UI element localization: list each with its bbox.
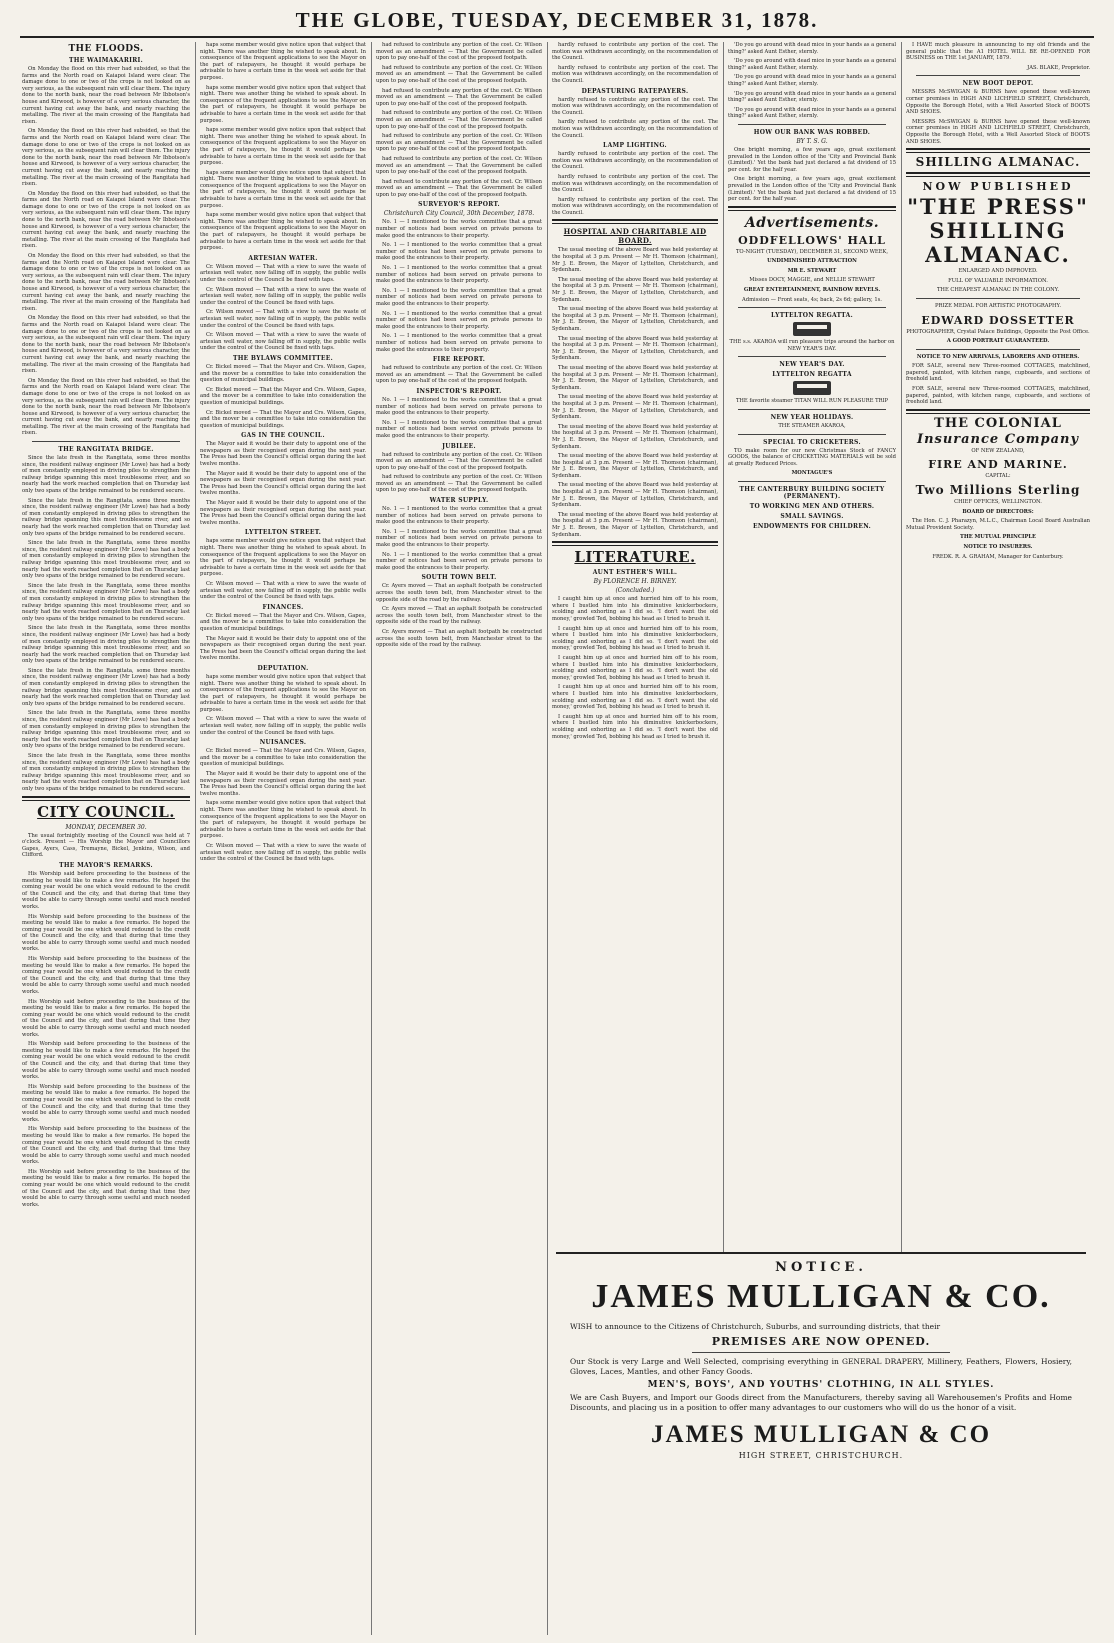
article-text: The Mayor said it would be their duty to appoint one of the newspapers as their recognised organ during the next year. The Press had been the Council's official organ during the last twelve months. [200,500,366,526]
article-text: Cr. Wilson moved — That with a view to save the waste of artesian well water, now falling off in supply, the public wells under the control of the Council be fixed with taps. [200,286,366,306]
article-text: No. 1 — I mentioned to the works committee that a great number of notices had been served on private persons to make good the entrances to their property. [376,528,542,549]
jubilee-heading: JUBILEE. [442,442,476,450]
article-text: Cr. Bickel moved — That the Mayor and Crs. Wilson, Gapes, and the mover be a committee to take into consideration the question of municipal buildings. [200,612,366,632]
chairman: The Hon. C. J. Pharazyn, M.L.C., Chairman Local Board Australian Mutual Provident Society. [906,518,1090,531]
titan-ad: THE favorite steamer TITAN WILL RUN PLEASURE TRIP [735,398,889,405]
now-published: NOW PUBLISHED [922,180,1074,194]
article-text: Cr. Bickel moved — That the Mayor and Crs. Wilson, Gapes, and the mover be a committee to take into consideration the question of municipal buildings. [200,363,366,384]
building-society-heading: THE CANTERBURY BUILDING SOCIETY (PERMANENT). [739,486,885,500]
deputation-heading: DEPUTATION. [257,664,309,672]
article-text: I caught him up at once and hurried him off to his room, where I bustled him into his diminutive knickerbockers, scolding and exhorting as I did so. 'I don't want the old money,' growled Ted, bobbing his head as I tried to brush it. [552,654,718,681]
article-text: had refused to contribute any portion of the cost. Cr. Wilson moved as an amendment — That the Government be called upon to pay one-half of the cost of the proposed footpath. [376,451,542,471]
article-text: haps some member would give notice upon that subject that night. There was another thing he wished to speak about. In consequence of the frequent applications to see the Mayor on the part of ratepayers, he thought it would perhaps be advisable to have a certain time in the week set aside for that purpose. [200,84,366,124]
article-text: On Monday the flood on this river had subsided, so that the farms and the North road on Kaiapoi Island were clear. The damage done to one or two of the crops is not looked on as very serious, as the subsequent rain will clear them. The injury done to the north bank, near the road between Mr Ibbotson's house and Kirwood, is however of a very serious character, the current having cut away the bank, and nearly reaching the metalling. The river at the main crossing of the Rangitata had risen. [22,253,190,312]
footer-firm: JAMES MULLIGAN & CO [650,1421,992,1448]
article-text: One bright morning, a few years ago, great excitement prevailed in the London office of the 'City and Provincial Bank (Limited).' Yet the bank had just declared a fat dividend of 15 per cent. for the half year. [728,146,896,173]
divider [552,219,718,224]
photographer: PHOTOGRAPHER, Crystal Palace Buildings, Opposite the Post Office. [906,328,1090,335]
column-6 [906,42,1090,1248]
article-text: Cr. Bickel moved — That the Mayor and Crs. Wilson, Gapes, and the mover be a committee to take into consideration the question of municipal buildings. [200,409,366,429]
cricketers-heading: SPECIAL TO CRICKETERS. [763,438,861,446]
cottages-ad: FOR SALE, several new Three-roomed COTTAGES, matchlined, papered, painted, with kitchen range, cupboards, and sections of freehold land. [906,363,1090,383]
story-title: AUNT ESTHER'S WILL. [592,569,678,577]
article-text: 'Do you go around with dead mice in your hands as a general thing?' asked Aunt Esther, sternly. [728,42,896,55]
article-text: 'Do you go around with dead mice in your hands as a general thing?' asked Aunt Esther, sternly. [728,58,896,71]
article-text: His Worship said before proceeding to the business of the meeting he would like to make a few remarks. He hoped the coming year would be one which would redound to the credit of the Council and the city, and that during that time they would be able to carry through some useful and much needed works. [22,1126,190,1166]
article-text: His Worship said before proceeding to the business of the meeting he would like to make a few remarks. He hoped the coming year would be one which would redound to the credit of the Council and the city, and that during that time they would be able to carry through some useful and much needed works. [22,870,190,910]
new-zealand: OF NEW ZEALAND, [971,447,1025,454]
article-text: Since the late fresh in the Rangitata, some three months since, the resident railway engineer (Mr Lowe) has had a body of men constantly employed in driving piles to strengthen the railway bridge spanning this most troublesome river, and so nearly had the work reached completion that on Thursday last only two spans of the bridge remained to be rendered secure. [22,753,190,792]
mulligan-notice [552,1252,1090,1635]
endowments-heading: ENDOWMENTS FOR CHILDREN. [753,523,871,530]
article-text: On Monday the flood on this river had subsided, so that the farms and the North road on Kaiapoi Island were clear. The damage done to one or two of the crops is not looked on as very serious, as the subsequent rain will clear them. The injury done to the north bank, near the road between Mr Ibbotson's house and Kirwood, is however of a very serious character, the current having cut away the bank, and nearly reaching the metalling. The river at the main crossing of the Rangitata had risen. [22,377,190,437]
fire-report-heading: FIRE REPORT. [432,356,486,364]
article-text: Cr. Wilson moved — That with a view to save the waste of artesian well water, now falling off in supply, the public wells under the control of the Council be fixed with taps. [200,580,366,601]
floods-heading: THE FLOODS. [68,44,144,54]
waimakariri-heading: THE WAIMAKARIRI. [68,57,143,64]
article-text: had refused to contribute any portion of the cost. Cr. Wilson moved as an amendment — That the Government be called upon to pay one-half of the cost of the proposed footpath. [376,42,542,62]
article-text: 'Do you go around with dead mice in your hands as a general thing?' asked Aunt Esther, sternly. [728,90,896,104]
column-rule [371,42,372,1635]
divider [916,298,1080,299]
article-text: No. 1 — I mentioned to the works committee that a great number of notices had been served on private persons to make good the entrances to their property. [376,551,542,571]
column-rule [723,42,724,1253]
akaroa-ad: THE s.s. AKAROA will run pleasure trips around the harbor on NEW YEAR'S DAY. [729,339,895,352]
shilling-title: SHILLING [929,218,1067,244]
article-text: No. 1 — I mentioned to the works committee that a great number of notices had been served on private persons to make good the entrances to their property. [376,265,542,285]
article-text: haps some member would give notice upon that subject that night. There was another thing he wished to speak about. In consequence of the frequent applications to see the Mayor on the part of ratepayers, he thought it would perhaps be advisable to have a certain time in the week set aside for that purpose. [200,42,366,81]
notice-stock: Our Stock is very Large and Well Selected, comprising everything in GENERAL DRAPERY, Millinery, Feathers, Flowers, Hosiery, Gloves, Laces, Mantles, and other Fancy Goods. [570,1357,1072,1376]
article-text: I caught him up at once and hurried him off to his room, where I bustled him into his diminutive knickerbockers, scolding and exhorting as I did so. 'I don't want the old money,' growled Ted, bobbing his head as I tried to brush it. [552,684,718,711]
the-press-title: "THE PRESS" [907,194,1089,220]
article-text: The usual meeting of the above Board was held yesterday at the hospital at 3 p.m. Present — Mr H. Thomson (chairman), Mr J. E. Brown, the Mayor of Lyttelton, Christchurch, and Sydenham. [552,511,718,538]
article-text: had refused to contribute any portion of the cost. Cr. Wilson moved as an amendment — That the Government be called upon to pay one-half of the cost of the proposed footpath. [376,64,542,84]
artesian-heading: ARTESIAN WATER. [248,254,318,262]
article-text: Cr. Ayers moved — That an asphalt footpath be constructed across the south town belt, from Manchester street to the opposite side of the road by the railway. [376,583,542,603]
article-text: had refused to contribute any portion of the cost. Cr. Wilson moved as an amendment — That the Government be called upon to pay one-half of the cost of the proposed footpath. [376,474,542,494]
article-text: His Worship said before proceeding to the business of the meeting he would like to make a few remarks. He hoped the coming year would be one which would redound to the credit of the Council and the city, and that during that time they would be able to carry through some useful and much needed works. [22,1168,190,1208]
article-text: Since the late fresh in the Rangitata, some three months since, the resident railway engineer (Mr Lowe) has had a body of men constantly employed in driving piles to strengthen the railway bridge spanning this most troublesome river, and so nearly had the work reached completion that on Thursday last only two spans of the bridge remained to be rendered secure. [22,497,190,537]
article-text: Cr. Wilson moved — That with a view to save the waste of artesian well water, now falling off in supply, the public wells under the control of the Council be fixed with taps. [200,263,366,283]
article-text: hardly refused to contribute any portion of the cost. The motion was withdrawn accordingly, on the recommendation of the Council. [552,151,718,171]
surveyor-heading: SURVEYOR'S REPORT. [418,201,500,209]
article-text: No. 1 — I mentioned to the works committee that a great number of notices had been served on private persons to make good the entrances to their property. [376,396,542,417]
article-text: No. 1 — I mentioned to the works committee that a great number of notices had been served on private persons to make good the entrances to their property. [376,333,542,353]
article-text: The Mayor said it would be their duty to appoint one of the newspapers as their recognised organ during the next year. The Press had been the Council's official organ during the last twelve months. [200,635,366,662]
article-text: hardly refused to contribute any portion of the cost. The motion was withdrawn accordingly, on the recommendation of the Council. [552,196,718,216]
article-text: 'Do you go around with dead mice in your hands as a general thing?' asked Aunt Esther, sternly. [728,74,896,87]
new-year-holidays-heading: NEW YEAR HOLIDAYS. [770,414,854,422]
cottages-ad: FOR SALE, several new Three-roomed COTTAGES, matchlined, papered, painted, with kitchen range, cupboards, and sections of freehold land. [906,386,1090,406]
notice-rule [556,1252,1086,1254]
capital-amount: Two Millions Sterling [915,483,1081,498]
column-2 [200,42,366,1635]
mayors-remarks-heading: THE MAYOR'S REMARKS. [59,861,153,869]
notice-cash: We are Cash Buyers, and Import our Goods direct from the Manufacturers, thereby saving all Warehousemen's Profits and Home Discounts, and placing us in a position to offer many advantages to our customers who will do us the honor of a visit. [570,1393,1072,1412]
article-text: Cr. Wilson moved — That with a view to save the waste of artesian well water, now falling off in supply, the public wells under the control of the Council be fixed with taps. [200,309,366,329]
article-text: had refused to contribute any portion of the cost. Cr. Wilson moved as an amendment — That the Government be called upon to pay one-half of the cost of the proposed footpath. [376,133,542,153]
article-text: His Worship said before proceeding to the business of the meeting he would like to make a few remarks. He hoped the coming year would be one which would redound to the credit of the Council and the city, and that during that time they would be able to carry through some useful and much needed works. [22,956,190,996]
good-portrait: A GOOD PORTRAIT GUARANTEED. [946,338,1050,345]
bank-robbed-heading: HOW OUR BANK WAS ROBBED. [753,128,871,136]
article-text: The usual meeting of the above Board was held yesterday at the hospital at 3 p.m. Present — Mr H. Thomson (chairman), Mr J. E. Brown, the Mayor of Lyttelton, Christchurch, and Sydenham. [552,276,718,303]
divider [906,148,1090,153]
article-text: On Monday the flood on this river had subsided, so that the farms and the North road on Kaiapoi Island were clear. The damage done to one or two of the crops is not looked on as very serious, as the subsequent rain will clear them. The injury done to the north bank, near the road between Mr Ibbotson's house and Kirwood, is however of a very serious character, the current having cut away the bank, and nearly reaching the metalling. The river at the main crossing of the Rangitata had risen. [22,315,190,375]
prize-medal: PRIZE MEDAL FOR ARTISTIC PHOTOGRAPHY. [935,302,1061,309]
enlarged: ENLARGED AND IMPROVED. [958,268,1038,275]
dossetter-name: EDWARD DOSSETTER [921,313,1075,327]
article-text: Cr. Wilson moved — That with a view to save the waste of artesian well water, now falling off in supply, the public wells under the control of the Council be fixed with taps. [200,842,366,863]
divider [32,441,180,442]
article-text: haps some member would give notice upon that subject that night. There was another thing he wished to speak about. In consequence of the frequent applications to see the Mayor on the part of ratepayers, he thought it would perhaps be advisable to have a certain time in the week set aside for that purpose. [200,212,366,252]
finances-heading: FINANCES. [262,603,304,611]
article-text: Since the late fresh in the Rangitata, some three months since, the resident railway engineer (Mr Lowe) has had a body of men constantly employed in driving piles to strengthen the railway bridge spanning this most troublesome river, and so nearly had the work reached completion that on Thursday last only two spans of the bridge remained to be rendered secure. [22,710,190,750]
steamer-icon [793,322,831,336]
article-text: The usual meeting of the above Board was held yesterday at the hospital at 3 p.m. Present — Mr H. Thomson (chairman), Mr J. E. Brown, the Mayor of Lyttelton, Christchurch, and Sydenham. [552,482,718,509]
premises-opened: PREMISES ARE NOW OPENED. [711,1335,931,1348]
oddfellows-hall: ODDFELLOWS' HALL [738,233,886,247]
gas-heading: GAS IN THE COUNCIL. [241,432,325,440]
article-text: Since the late fresh in the Rangitata, some three months since, the resident railway engineer (Mr Lowe) has had a body of men constantly employed in driving piles to strengthen the railway bridge spanning this most troublesome river, and so nearly had the work reached completion that on Thursday last only two spans of the bridge remained to be rendered secure. [22,540,190,580]
water-supply-heading: WATER SUPPLY. [429,497,489,505]
article-text: Since the late fresh in the Rangitata, some three months since, the resident railway engineer (Mr Lowe) has had a body of men constantly employed in driving piles to strengthen the railway bridge spanning this most troublesome river, and so nearly had the work reached completion that on Thursday last only two spans of the bridge remained to be rendered secure. [22,667,190,707]
admission-prices: Admission — Front seats, 4s; back, 2s 6d; gallery, 1s. [742,296,882,303]
notice-labourers: NOTICE TO NEW ARRIVALS, LABORERS AND OTHERS. [916,353,1080,360]
article-text: No. 1 — I mentioned to the works committee that a great number of notices had been served on private persons to make good the entrances to their property. [376,419,542,439]
oddfellows-date: TO-NIGHT (TUESDAY), DECEMBER 31, SECOND WEEK, [735,248,889,255]
cheapest: THE CHEAPEST ALMANAC IN THE COLONY. [936,287,1060,294]
divider [738,356,886,357]
hospital-heading: HOSPITAL AND CHARITABLE AID BOARD. [563,227,707,246]
divider [692,1352,950,1353]
article-text: I caught him up at once and hurried him off to his room, where I bustled him into his diminutive knickerbockers, scolding and exhorting as I did so. 'I don't want the old money,' growled Ted, bobbing his head as I tried to brush it. [552,596,718,622]
nuisances-heading: NUISANCES. [259,739,307,747]
article-text: Cr. Bickel moved — That the Mayor and Crs. Wilson, Gapes, and the mover be a committee to take into consideration the question of municipal buildings. [200,748,366,768]
article-text: One bright morning, a few years ago, great excitement prevailed in the London office of the 'City and Provincial Bank (Limited).' Yet the bank had just declared a fat dividend of 15 per cent. for the half year. [728,176,896,203]
advertisements-heading: Advertisements. [744,214,880,231]
divider [728,206,896,211]
stewart: MR E. STEWART [787,267,837,274]
article-text: haps some member would give notice upon that subject that night. There was another thing he wished to speak about. In consequence of the frequent applications to see the Mayor on the part of ratepayers, he thought it would perhaps be advisable to have a certain time in the week set aside for that purpose. [200,169,366,209]
article-text: Cr. Ayers moved — That an asphalt footpath be constructed across the south town belt, from Manchester street to the opposite side of the road by the railway. [376,606,542,626]
hotel-proprietor: JAS. BLAKE, Proprietor. [1027,64,1090,71]
article-text: Cr. Wilson moved — That with a view to save the waste of artesian well water, now falling off in supply, the public wells under the control of the Council be fixed with taps. [200,332,366,352]
new-years-day-heading: NEW YEAR'S DAY. [779,361,845,369]
divider [916,75,1080,76]
article-text: The Mayor said it would be their duty to appoint one of the newspapers as their recognised organ during the next year. The Press had been the Council's official organ during the last twelve months. [200,470,366,497]
divider [738,409,886,410]
rangitata-heading: THE RANGITATA BRIDGE. [58,446,154,454]
article-text: Cr. Ayers moved — That an asphalt footpath be constructed across the south town belt, from Manchester street to the opposite side of the road by the railway. [376,628,542,649]
article-text: Cr. Wilson moved — That with a view to save the waste of artesian well water, now falling off in supply, the public wells under the control of the Council be fixed with taps. [200,716,366,736]
article-text: The usual meeting of the above Board was held yesterday at the hospital at 3 p.m. Present — Mr H. Thomson (chairman), Mr J. E. Brown, the Mayor of Lyttelton, Christchurch, and Sydenham. [552,453,718,479]
story-concluded: (Concluded.) [615,587,655,595]
akaroa-ad-2: THE STEAMER AKAROA, [778,423,846,430]
article-text: No. 1 — I mentioned to the works committee that a great number of notices had been served on private persons to make good the entrances to their property. [376,242,542,262]
mutual-principle: THE MUTUAL PRINCIPLE [960,534,1036,541]
divider [738,307,886,308]
lamp-lighting-heading: LAMP LIGHTING. [603,142,667,150]
depasturing-heading: DEPASTURING RATEPAYERS. [581,87,689,95]
article-text: had refused to contribute any portion of the cost. Cr. Wilson moved as an amendment — That the Government be called upon to pay one-half of the cost of the proposed footpath. [376,110,542,130]
cricket-ad: TO make room for our new Christmas Stock of FANCY GOODS, the balance of CRICKETING MATERIALS will be sold at greatly Reduced Prices. [728,447,896,467]
article-text: hardly refused to contribute any portion of the cost. The motion was withdrawn accordingly, on the recommendation of the Council. [552,96,718,116]
boot-depot-heading: NEW BOOT DEPOT. [962,80,1034,88]
column-5 [728,42,896,1248]
article-text: Since the late fresh in the Rangitata, some three months since, the resident railway engineer (Mr Lowe) has had a body of men constantly employed in driving piles to strengthen the railway bridge spanning this most troublesome river, and so nearly had the work reached completion that on Thursday last only two spans of the bridge remained to be rendered secure. [22,455,190,495]
article-text: The usual meeting of the above Board was held yesterday at the hospital at 3 p.m. Present — Mr H. Thomson (chairman), Mr J. E. Brown, the Mayor of Lyttelton, Christchurch, and Sydenham. [552,247,718,274]
article-text: had refused to contribute any portion of the cost. Cr. Wilson moved as an amendment — That the Government be called upon to pay one-half of the cost of the proposed footpath. [376,155,542,176]
article-text: No. 1 — I mentioned to the works committee that a great number of notices had been served on private persons to make good the entrances to their property. [376,287,542,307]
masthead-rule [20,36,1094,38]
full-info: FULL OF VALUABLE INFORMATION. [948,277,1048,284]
article-text: Since the late fresh in the Rangitata, some three months since, the resident railway engineer (Mr Lowe) has had a body of men constantly employed in driving piles to strengthen the railway bridge spanning this most troublesome river, and so nearly had the work reached completion that on Thursday last only two spans of the bridge remained to be rendered secure. [22,625,190,665]
article-text: On Monday the flood on this river had subsided, so that the farms and the North road on Kaiapoi Island were clear. The damage done to one or two of the crops is not looked on as very serious, as the subsequent rain will clear them. The injury done to the north bank, near the road between Mr Ibbotson's house and Kirwood, is however of a very serious character, the current having cut away the bank, and nearly reaching the metalling. The river at the main crossing of the Rangitata had risen. [22,66,190,125]
insurance-title: Insurance Company [916,431,1080,447]
column-rule [547,42,548,1635]
lyttelton-regatta-heading-2: LYTTELTON REGATTA [772,371,852,379]
column-1 [22,42,190,1635]
article-text: The usual meeting of the above Board was held yesterday at the hospital at 3 p.m. Present — Mr H. Thomson (chairman), Mr J. E. Brown, the Mayor of Lyttelton, Christchurch, and Sydenham. [552,394,718,421]
lyttelton-heading: LYTTELTON STREET. [244,529,322,537]
entertainment: GREAT ENTERTAINMENT, RAINBOW REVELS. [743,287,881,294]
city-council-heading: CITY COUNCIL. [37,802,175,821]
almanac-title: ALMANAC. [925,242,1071,268]
divider [906,409,1090,414]
directors: BOARD OF DIRECTORS: [962,508,1034,515]
hotel-ad: I HAVE much pleasure in announcing to my old friends and the general public that the A1 HOTEL WILL BE RE-OPENED FOR BUSINESS on THE 1st JANUARY, 1879. [906,42,1090,62]
divider [22,796,190,801]
article-text: No. 1 — I mentioned to the works committee that a great number of notices had been served on private persons to make good the entrances to their property. [376,310,542,330]
colonial-title: THE COLONIAL [934,415,1062,431]
divider [552,541,718,546]
literature-heading: LITERATURE. [574,548,696,567]
column-4 [552,42,718,1248]
article-text: The usual meeting of the above Board was held yesterday at the hospital at 3 p.m. Present — Mr H. Thomson (chairman), Mr J. E. Brown, the Mayor of Lyttelton, Christchurch, and Sydenham. [552,364,718,391]
bylaws-heading: THE BYLAWS COMMITTEE. [232,354,334,362]
notice-title: NOTICE. [775,1260,867,1275]
council-date: MONDAY, DECEMBER 30. [65,823,147,831]
divider [738,124,886,125]
divider [916,349,1080,350]
notice-wish: WISH to announce to the Citizens of Christchurch, Suburbs, and surrounding districts, that their [570,1322,941,1331]
article-text: had refused to contribute any portion of the cost. Cr. Wilson moved as an amendment — That the Government be called upon to pay one-half of the cost of the proposed footpath. [376,87,542,107]
notice-insurers: NOTICE TO INSURERS. [963,544,1033,550]
article-text: hardly refused to contribute any portion of the cost. The motion was withdrawn accordingly, on the recommendation of the Council. [552,173,718,194]
surveyor-subheading: Christchurch City Council, 30th December, 1878. [383,210,535,218]
article-text: I caught him up at once and hurried him off to his room, where I bustled him into his diminutive knickerbockers, scolding and exhorting as I did so. 'I don't want the old money,' growled Ted, bobbing his head as I tried to brush it. [552,625,718,652]
article-text: had refused to contribute any portion of the cost. Cr. Wilson moved as an amendment — That the Government be called upon to pay one-half of the cost of the proposed footpath. [376,365,542,385]
divider [906,172,1090,177]
firm-name: JAMES MULLIGAN & CO. [591,1278,1051,1315]
article-text: The usual meeting of the above Board was held yesterday at the hospital at 3 p.m. Present — Mr H. Thomson (chairman), Mr J. E. Brown, the Mayor of Lyttelton, Christchurch, and Sydenham. [552,335,718,362]
article-text: The usual meeting of the above Board was held yesterday at the hospital at 3 p.m. Present — Mr H. Thomson (chairman), Mr J. E. Brown, the Mayor of Lyttelton, Christchurch, and Sydenham. [552,306,718,332]
article-text: hardly refused to contribute any portion of the cost. The motion was withdrawn accordingly, on the recommendation of the Council. [552,119,718,139]
divider [738,434,886,435]
undiminished-attraction: UNDIMINISHED ATTRACTION [767,258,857,265]
article-text: Since the late fresh in the Rangitata, some three months since, the resident railway engineer (Mr Lowe) has had a body of men constantly employed in driving piles to strengthen the railway bridge spanning this most troublesome river, and so nearly had the work reached completion that on Thursday last only two spans of the bridge remained to be rendered secure. [22,582,190,622]
article-text: The usual fortnightly meeting of the Council was held at 7 o'clock. Present — His Worship the Mayor and Councillors Gapes, Ayers, Cass, Tremayne, Bickel, Jenkins, Wilson, and Clifford. [22,832,190,859]
capital-label: CAPITAL: [985,473,1011,480]
article-text: The usual meeting of the above Board was held yesterday at the hospital at 3 p.m. Present — Mr H. Thomson (chairman), Mr J. E. Brown, the Mayor of Lyttelton, Christchurch, and Sydenham. [552,423,718,450]
fire-marine: FIRE AND MARINE. [928,458,1068,472]
article-text: On Monday the flood on this river had subsided, so that the farms and the North road on Kaiapoi Island were clear. The damage done to one or two of the crops is not looked on as very serious, as the subsequent rain will clear them. The injury done to the north bank, near the road between Mr Ibbotson's house and Kirwood, is however of a very serious character, the current having cut away the bank, and nearly reaching the metalling. The river at the main crossing of the Rangitata had risen. [22,128,190,188]
article-text: hardly refused to contribute any portion of the cost. The motion was withdrawn accordingly, on the recommendation of the Council. [552,42,718,62]
working-men-heading: TO WORKING MEN AND OTHERS. [749,503,875,510]
article-text: No. 1 — I mentioned to the works committee that a great number of notices had been served on private persons to make good the entrances to their property. [376,506,542,526]
article-text: The Mayor said it would be their duty to appoint one of the newspapers as their recognised organ during the next year. The Press had been the Council's official organ during the last twelve months. [200,441,366,468]
article-text: had refused to contribute any portion of the cost. Cr. Wilson moved as an amendment — That the Government be called upon to pay one-half of the cost of the proposed footpath. [376,178,542,198]
article-text: haps some member would give notice upon that subject that night. There was another thing he wished to speak about. In consequence of the frequent applications to see the Mayor on the part of ratepayers, he thought it would perhaps be advisable to have a certain time in the week set aside for that purpose. [200,538,366,578]
article-text: His Worship said before proceeding to the business of the meeting he would like to make a few remarks. He hoped the coming year would be one which would redound to the credit of the Council and the city, and that during that time they would be able to carry through some useful and much needed works. [22,998,190,1038]
article-text: hardly refused to contribute any portion of the cost. The motion was withdrawn accordingly, on the recommendation of the Council. [552,64,718,84]
dock-sisters: Misses DOCY, MAGGIE, and NELLIE STEWART [749,277,875,284]
article-text: Cr. Bickel moved — That the Mayor and Crs. Wilson, Gapes, and the mover be a committee to take into consideration the question of municipal buildings. [200,386,366,406]
column-rule [901,42,902,1253]
article-text: The Mayor said it would be their duty to appoint one of the newspapers as their recognised organ during the next year. The Press had been the Council's official organ during the last twelve months. [200,771,366,797]
boot-depot-ad: MESSRS McSWIGAN & BURNS have opened these well-known corner premises in HIGH AND LICHFIELD STREET, Christchurch, Opposite the Borough Hotel, with a Well Assorted Stock of BOOTS AND SHOES. [906,89,1090,116]
article-text: I caught him up at once and hurried him off to his room, where I bustled him into his diminutive knickerbockers, scolding and exhorting as I did so. 'I don't want the old money,' growled Ted, bobbing his head as I tried to brush it. [552,713,718,740]
article-text: His Worship said before proceeding to the business of the meeting he would like to make a few remarks. He hoped the coming year would be one which would redound to the credit of the Council and the city, and that during that time they would be able to carry through some useful and much needed works. [22,1083,190,1123]
steamer-icon [793,381,831,395]
article-text: 'Do you go around with dead mice in your hands as a general thing?' asked Aunt Esther, sternly. [728,106,896,120]
article-text: No. 1 — I mentioned to the works committee that a great number of notices had been served on private persons to make good the entrances to their property. [376,219,542,239]
inspector-heading: INSPECTOR'S REPORT. [416,387,502,395]
story-author: By FLORENCE H. BIRNEY. [593,578,677,586]
chief-offices: CHIEF OFFICES, WELLINGTON. [954,499,1042,506]
boot-depot-ad: MESSRS McSWIGAN & BURNS have opened these well-known corner premises in HIGH AND LICHFIELD STREET, Christchurch, Opposite the Borough Hotel, with a Well Assorted Stock of BOOTS AND SHOES. [906,118,1090,145]
shilling-almanac-heading: SHILLING ALMANAC. [915,155,1081,170]
lyttelton-regatta-heading: LYTTELTON REGATTA. [771,312,853,320]
south-town-belt-heading: SOUTH TOWN BELT. [421,574,497,582]
article-text: His Worship said before proceeding to the business of the meeting he would like to make a few remarks. He hoped the coming year would be one which would redound to the credit of the Council and the city, and that during that time they would be able to carry through some useful and much needed works. [22,913,190,953]
column-3 [376,42,542,1635]
small-savings-heading: SMALL SAVINGS. [780,513,844,520]
masthead: THE GLOBE, TUESDAY, DECEMBER 31, 1878. [295,8,819,32]
article-text: haps some member would give notice upon that subject that night. There was another thing he wished to speak about. In consequence of the frequent applications to see the Mayor on the part of ratepayers, he thought it would perhaps be advisable to have a certain time in the week set aside for that purpose. [200,127,366,167]
montagues: MONTAGUE'S [791,470,833,477]
article-text: haps some member would give notice upon that subject that night. There was another thing he wished to speak about. In consequence of the frequent applications to see the Mayor on the part of ratepayers, he thought it would perhaps be advisable to have a certain time in the week set aside for that purpose. [200,673,366,713]
footer-address: HIGH STREET, CHRISTCHURCH. [738,1451,904,1460]
article-text: On Monday the flood on this river had subsided, so that the farms and the North road on Kaiapoi Island were clear. The damage done to one or two of the crops is not looked on as very serious, as the subsequent rain will clear them. The injury done to the north bank, near the road between Mr Ibbotson's house and Kirwood, is however of a very serious character, the current having cut away the bank, and nearly reaching the metalling. The river at the main crossing of the Rangitata had risen. [22,190,190,250]
manager: FREDK. R. A. GRAHAM, Manager for Canterbury. [932,553,1064,560]
divider [738,481,886,482]
column-rule [195,42,196,1635]
article-text: His Worship said before proceeding to the business of the meeting he would like to make a few remarks. He hoped the coming year would be one which would redound to the credit of the Council and the city, and that during that time they would be able to carry through some useful and much needed works. [22,1041,190,1081]
bank-author: BY T. S. G. [796,137,828,145]
clothing-line: MEN'S, BOYS', AND YOUTHS' CLOTHING, IN ALL STYLES. [647,1380,995,1390]
article-text: haps some member would give notice upon that subject that night. There was another thing he wished to speak about. In consequence of the frequent applications to see the Mayor on the part of ratepayers, he thought it would perhaps be advisable to have a certain time in the week set aside for that purpose. [200,800,366,840]
